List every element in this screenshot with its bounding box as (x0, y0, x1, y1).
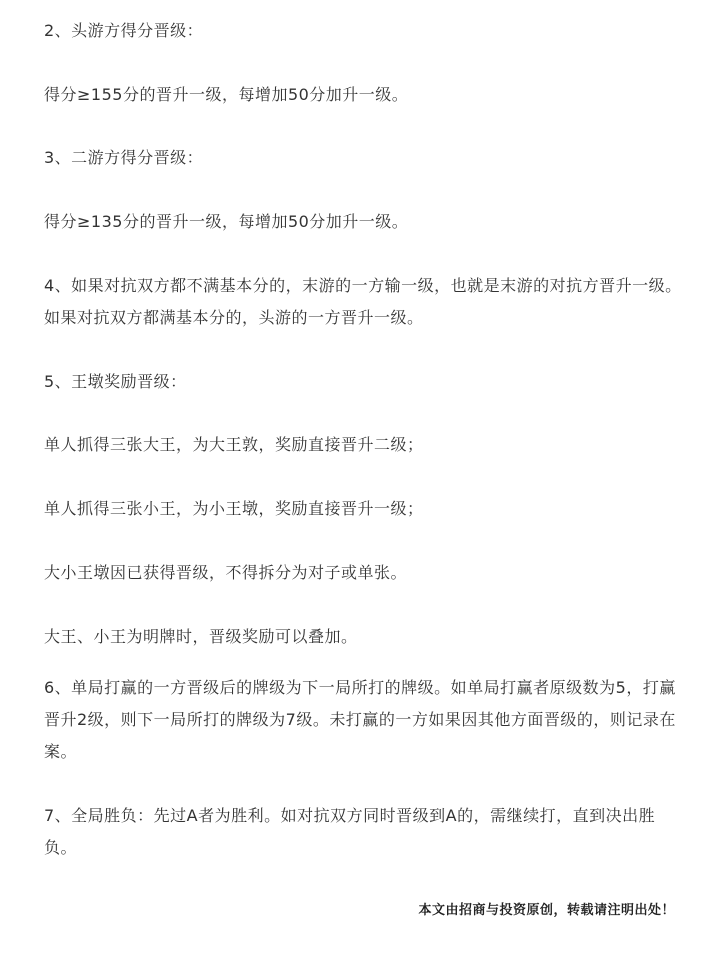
paragraph-section-4: 4、如果对抗双方都不满基本分的，末游的一方输一级，也就是末游的对抗方晋升一级。如果对抗双方都满基本分的，头游的一方晋升一级。 (44, 276, 682, 327)
paragraph-section-6: 6、单局打赢的一方晋级后的牌级为下一局所打的牌级。如单局打赢者原级数为5，打赢晋升2级，则下一局所打的牌级为7级。未打赢的一方如果因其他方面晋级的，则记录在案。 (44, 678, 676, 761)
paragraph-section-2-rule: 得分≥155分的晋升一级，每增加50分加升一级。 (44, 85, 409, 104)
paragraph-section-7: 7、全局胜负：先过A者为胜利。如对抗双方同时晋级到A的，需继续打，直到决出胜负。 (44, 806, 656, 857)
paragraph-joker-no-split: 大小王墩因已获得晋级，不得拆分为对子或单张。 (44, 563, 408, 582)
paragraph-section-5-heading: 5、王墩奖励晋级： (44, 372, 187, 391)
paragraph-section-2-heading: 2、头游方得分晋级： (44, 21, 204, 40)
copyright-notice: 本文由招商与投资原创，转载请注明出处！ (418, 903, 675, 918)
paragraph-small-joker-rule: 单人抓得三张小王，为小王墩，奖励直接晋升一级； (44, 499, 424, 518)
paragraph-open-card-bonus: 大王、小王为明牌时，晋级奖励可以叠加。 (44, 627, 358, 646)
paragraph-section-3-heading: 3、二游方得分晋级： (44, 148, 204, 167)
paragraph-section-3-rule: 得分≥135分的晋升一级，每增加50分加升一级。 (44, 212, 409, 231)
paragraph-big-joker-rule: 单人抓得三张大王，为大王敦，奖励直接晋升二级； (44, 435, 424, 454)
